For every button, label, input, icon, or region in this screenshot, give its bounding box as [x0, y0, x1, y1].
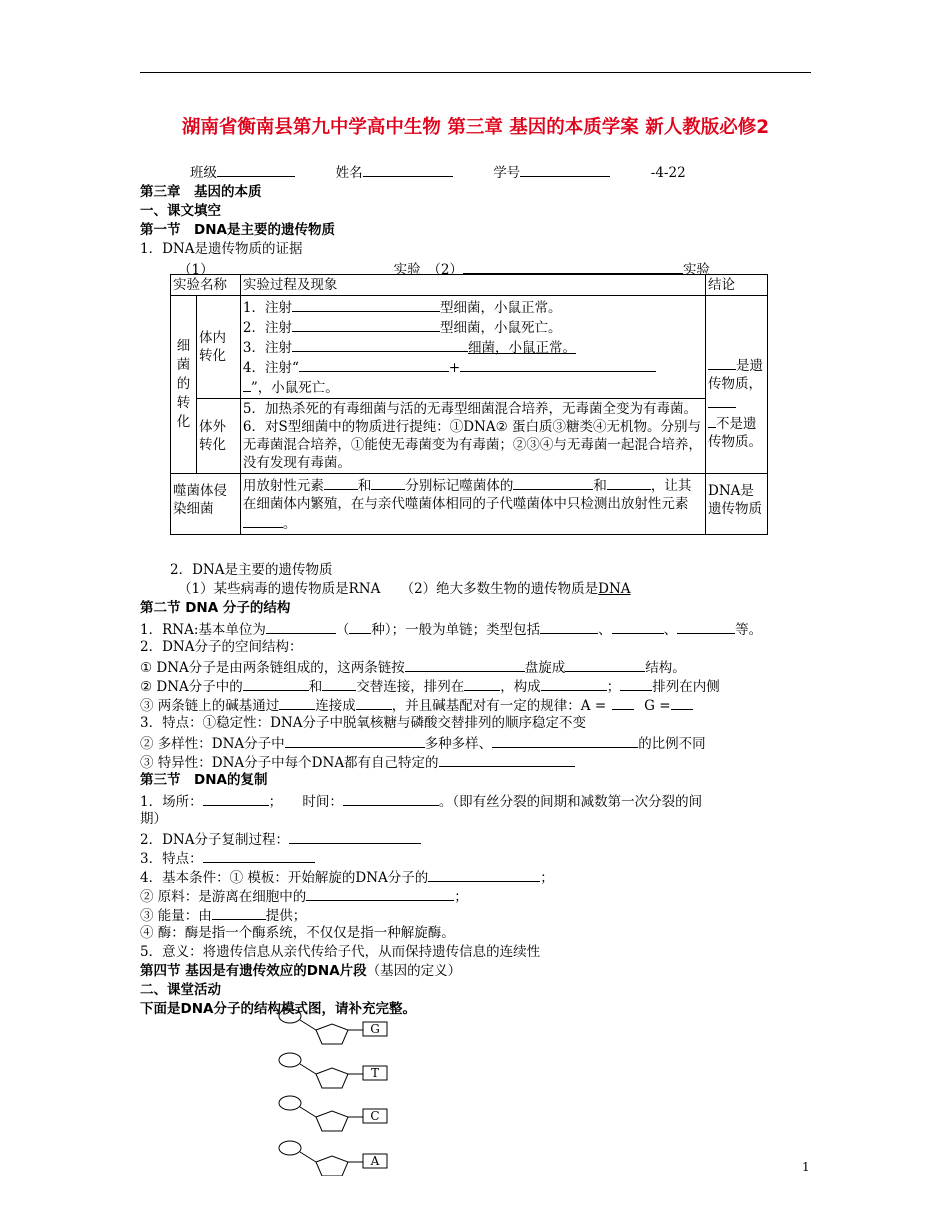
name-blank[interactable] — [363, 162, 453, 177]
s3-l1b: ； 时间： — [268, 794, 343, 810]
in-vitro-cell: 体外转化 — [196, 399, 240, 474]
s2-blank-10[interactable] — [464, 676, 500, 691]
s2-blank-17[interactable] — [285, 733, 425, 748]
s2-blank-8[interactable] — [243, 676, 309, 691]
s2-l1d: 、 — [598, 622, 612, 638]
s2-line1 — [140, 619, 762, 640]
part2-heading: 二、课堂活动 — [140, 982, 221, 998]
row3-blank[interactable] — [292, 337, 468, 352]
phage-b: 和 — [357, 478, 372, 494]
s3-line3 — [140, 848, 315, 869]
row4-b: + — [448, 360, 461, 376]
s2-blank-16[interactable] — [671, 695, 693, 710]
s2-l5c: ，并且碱基配对有一定的规律：A = — [391, 698, 607, 714]
row6-text: 6．对S型细菌中的物质进行提纯：①DNA② 蛋白质③糖类④无机物。分别与无毒菌混合培养，①能使无毒菌变为有毒菌；②③④与无毒菌一起混合培养，没有发现有毒菌。 — [242, 419, 702, 471]
s2-blank-9[interactable] — [322, 676, 356, 691]
s2-l3c: 结构。 — [645, 660, 686, 676]
page-number: 1 — [802, 1160, 810, 1174]
row5-text: 5．加热杀死的有毒细菌与活的无毒型细菌混合培养，无毒菌全变为有毒菌。 — [242, 401, 697, 417]
phage-blank-5[interactable] — [243, 513, 283, 528]
s3-l6a: ③ 能量：由 — [140, 908, 212, 924]
s3-blank-4[interactable] — [203, 848, 315, 863]
row3-a: 3．注射 — [242, 340, 292, 356]
s2-l4d: ，构成 — [500, 679, 541, 695]
base-label-c: C — [370, 1109, 380, 1123]
bacterial-transformation-cell: 细菌的转化 — [171, 296, 197, 474]
conclusion-blank-1[interactable] — [708, 355, 736, 370]
phage-c: 分别标记噬菌体的 — [405, 478, 514, 494]
s2-l1a: 1．RNA:基本单位为 — [140, 622, 266, 638]
part1-heading: 一、课文填空 — [140, 203, 221, 219]
table-header-process: 实验过程及现象 — [240, 275, 705, 296]
s2-l1e: 、 — [663, 622, 678, 638]
row4-a: 4．注射“ — [242, 360, 299, 376]
s3-blank-2[interactable] — [343, 791, 439, 806]
name-label: 姓名 — [335, 165, 363, 181]
s2-l4c: 交替连接，排列在 — [356, 679, 465, 695]
number-label: 学号 — [493, 165, 521, 181]
s2-l7b: 多种多样、 — [424, 736, 493, 752]
conclusion-a: 是遗传物质， — [708, 357, 764, 392]
phosphate-circle — [279, 1009, 301, 1023]
in-vivo-process — [240, 296, 705, 399]
s2-blank-3[interactable] — [540, 619, 598, 634]
phage-f: 。 — [282, 516, 297, 532]
s3-line6 — [140, 905, 306, 926]
s2-blank-12[interactable] — [620, 676, 652, 691]
s2-line5 — [140, 695, 693, 716]
s2-blank-13[interactable] — [279, 695, 315, 710]
phage-cell: 噬菌体侵染细菌 — [171, 474, 241, 535]
conclusion-blank-3[interactable] — [708, 413, 716, 428]
base-label-a: A — [370, 1154, 380, 1168]
s3-l1c: 。（即有丝分裂的间期和减数第一次分裂的间 — [438, 794, 703, 810]
exp-label-3: 实验 — [682, 262, 710, 278]
deoxyribose-pentagon — [316, 1068, 348, 1088]
exp-label-1: （1） — [178, 262, 214, 278]
s3-l5b: ； — [454, 889, 468, 905]
table-header-name: 实验名称 — [171, 275, 241, 296]
s2-l7c: 的比例不同 — [638, 736, 706, 752]
s3-l6b: 提供； — [265, 908, 307, 924]
s3-line1b: 期） — [140, 811, 167, 827]
row4-blank-1[interactable] — [299, 357, 449, 372]
s2-l4f: 排列在内侧 — [652, 679, 720, 695]
phage-d: 和 — [593, 478, 607, 494]
s2-blank-7[interactable] — [565, 657, 645, 672]
phage-conclusion: DNA是遗传物质 — [706, 474, 768, 535]
deoxyribose-pentagon — [316, 1111, 348, 1131]
s2-l3b: 盘旋成 — [524, 660, 566, 676]
s2-l7a: ② 多样性：DNA分子中 — [140, 736, 285, 752]
s3-blank-3[interactable] — [289, 829, 421, 844]
experiment-table — [170, 274, 768, 535]
s1-point2-detail — [178, 580, 631, 599]
s3-l4b: ； — [540, 870, 554, 886]
s2-l5b: 连接成 — [315, 698, 356, 714]
s2-l5d: G = — [644, 698, 671, 714]
s2-blank-1[interactable] — [266, 619, 336, 634]
phosphate-bond — [300, 1020, 316, 1030]
s2-line2: 2．DNA分子的空间结构： — [140, 639, 303, 655]
s2-blank-15[interactable] — [612, 695, 634, 710]
s3-line4 — [140, 867, 554, 888]
s2-blank-14[interactable] — [356, 695, 392, 710]
task-text: 下面是DNA分子的结构模式图，请补充完整。 — [140, 1001, 416, 1017]
s3-l4a: 4．基本条件：① 模板：开始解旋的DNA分子的 — [140, 870, 429, 886]
s2-blank-4[interactable] — [612, 619, 664, 634]
s2-l1c: 种）；一般为单链；类型包括 — [371, 622, 541, 638]
dna-structure-diagram — [270, 1006, 410, 1176]
chapter-heading: 第三章 基因的本质 — [140, 184, 262, 200]
phage-blank-4[interactable] — [607, 475, 651, 490]
row1-blank[interactable] — [292, 297, 440, 312]
s4-title: 第四节 基因是有遗传效应的DNA片段 — [140, 963, 367, 979]
row4-blank-2[interactable] — [460, 357, 656, 372]
class-blank[interactable] — [217, 162, 295, 177]
s2-blank-11[interactable] — [541, 676, 607, 691]
base-label-t: T — [370, 1066, 379, 1080]
s3-line5 — [140, 886, 468, 907]
s4-note: （基因的定义） — [366, 963, 462, 979]
phosphate-bond — [300, 1152, 316, 1162]
phage-blank-3[interactable] — [513, 475, 593, 490]
in-vivo-cell: 体内转化 — [196, 296, 240, 399]
section3-heading: 第三节 DNA的复制 — [140, 772, 268, 788]
s2-l1b: （ — [335, 622, 350, 638]
s2-line7 — [140, 733, 706, 754]
s2-blank-5[interactable] — [677, 619, 735, 634]
s3-blank-6[interactable] — [306, 886, 454, 901]
header-rule — [140, 72, 811, 73]
s2-line8 — [140, 752, 575, 773]
row2-blank[interactable] — [292, 317, 440, 332]
section4-heading — [140, 962, 461, 981]
s2-l1f: 等。 — [735, 622, 763, 638]
s2-blank-19[interactable] — [439, 752, 575, 767]
exp-blank-1[interactable] — [214, 260, 394, 274]
point2-text: （1）某些病毒的遗传物质是RNA （2）绝大多数生物的遗传物质是 — [178, 581, 599, 597]
phosphate-bond — [300, 1064, 316, 1074]
s2-l4a: ② DNA分子中的 — [140, 679, 243, 695]
section2-heading: 第二节 DNA 分子的结构 — [140, 600, 291, 616]
date-text: -4-22 — [650, 165, 686, 181]
in-vitro-process — [240, 399, 705, 474]
s2-line6: 3．特点：①稳定性：DNA分子中脱氧核糖与磷酸交替排列的顺序稳定不变 — [140, 715, 586, 731]
table-header-conclusion: 结论 — [706, 275, 768, 296]
s2-l5a: ③ 两条链上的碱基通过 — [140, 698, 280, 714]
conclusion-blank-2[interactable] — [708, 393, 736, 408]
deoxyribose-pentagon — [316, 1024, 348, 1044]
phosphate-circle — [279, 1141, 301, 1155]
section1-heading: 第一节 DNA是主要的遗传物质 — [140, 222, 335, 238]
row4-c: ”，小鼠死亡。 — [250, 380, 339, 396]
phage-e: ，让其在细菌体内繁殖，在与亲代噬菌体相同的子代噬菌体中只检测出放射性元素 — [242, 478, 692, 512]
document-title: 湖南省衡南县第九中学高中生物 第三章 基因的本质学案 新人教版必修2 — [181, 117, 770, 138]
s3-line2 — [140, 829, 421, 850]
phage-a: 用放射性元素 — [242, 478, 324, 494]
exp-blank-2[interactable] — [463, 259, 683, 274]
phosphate-circle — [279, 1096, 301, 1110]
s3-line7: ④ 酶：酶是指一个酶系统，不仅仅是指一种解旋酶。 — [140, 925, 455, 941]
s3-line8: 5．意义：将遗传信息从亲代传给子代，从而保持遗传信息的连续性 — [140, 944, 541, 960]
row1-a: 1．注射 — [242, 300, 292, 316]
s3-l2: 2．DNA分子复制过程： — [140, 832, 289, 848]
s3-blank-1[interactable] — [203, 791, 269, 806]
s3-blank-7[interactable] — [212, 905, 266, 920]
s1-point1: 1．DNA是遗传物质的证据 — [140, 241, 303, 257]
s2-l4e: ； — [606, 679, 621, 695]
deoxyribose-pentagon — [316, 1156, 348, 1176]
s3-line1 — [140, 791, 702, 812]
s3-blank-5[interactable] — [428, 867, 540, 882]
point2-dna: DNA — [598, 581, 631, 597]
class-label: 班级 — [190, 165, 217, 181]
row1-b: 型细菌，小鼠正常。 — [439, 300, 562, 316]
phage-process — [240, 474, 705, 535]
s1-point2: 2．DNA是主要的遗传物质 — [170, 562, 333, 578]
s2-l8a: ③ 特异性：DNA分子中每个DNA都有自己特定的 — [140, 755, 439, 771]
transformation-conclusion — [706, 296, 768, 474]
exp-label-2: 实验 （2） — [393, 262, 463, 278]
s3-l3: 3．特点： — [140, 851, 203, 867]
row3-b: 细菌，小鼠正常。 — [467, 340, 576, 356]
student-info-line — [190, 162, 686, 183]
conclusion-b: 不是遗传物质。 — [708, 415, 763, 450]
s3-l5a: ② 原料：是游离在细胞中的 — [140, 889, 307, 905]
row4-blank-3[interactable] — [243, 377, 251, 392]
s2-blank-2[interactable] — [349, 619, 371, 634]
phage-blank-2[interactable] — [371, 475, 405, 490]
number-blank[interactable] — [520, 162, 610, 177]
s2-blank-6[interactable] — [405, 657, 525, 672]
s2-l3a: ① DNA分子是由两条链组成的，这两条链按 — [140, 660, 405, 676]
s2-line4 — [140, 676, 720, 697]
phage-blank-1[interactable] — [324, 475, 358, 490]
phosphate-bond — [300, 1107, 316, 1117]
s2-l4b: 和 — [308, 679, 323, 695]
row2-a: 2．注射 — [242, 320, 292, 336]
s2-line3 — [140, 657, 686, 678]
base-label-g: G — [370, 1022, 380, 1036]
s2-blank-18[interactable] — [492, 733, 638, 748]
s3-l1a: 1．场所： — [140, 794, 203, 810]
phosphate-circle — [279, 1053, 301, 1067]
row2-b: 型细菌，小鼠死亡。 — [439, 320, 562, 336]
